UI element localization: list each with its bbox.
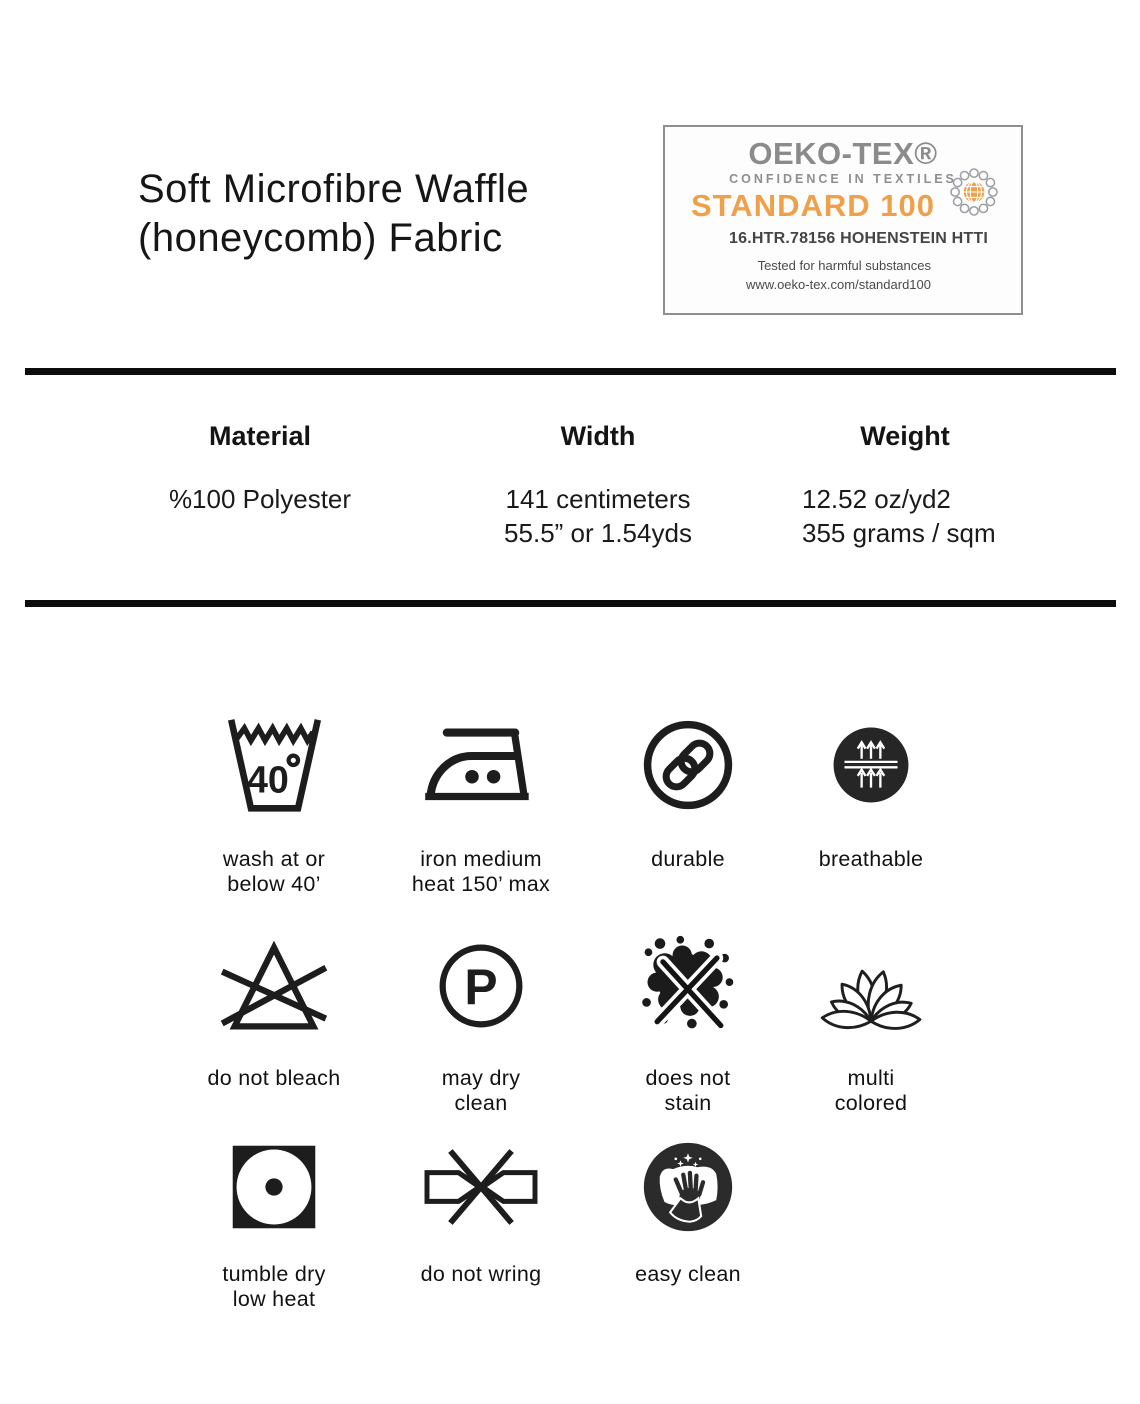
page-title	[138, 165, 698, 263]
chain-link-icon	[584, 705, 792, 825]
tumble-dry-dot-icon	[170, 1133, 378, 1241]
breathable-arrows-icon	[767, 705, 975, 825]
care-item-dry-clean	[377, 930, 585, 1116]
spec-value-weight: 12.52 oz/yd2 355 grams / sqm	[802, 484, 996, 548]
spec-value-width: 141 centimeters 55.5” or 1.54yds	[504, 484, 692, 548]
oeko-tex-standard-100: STANDARD 100	[691, 188, 935, 223]
care-label: do not bleach	[207, 1066, 341, 1090]
page-title-line1: Soft Microfibre Waffle	[138, 167, 530, 211]
care-label: may dry clean	[441, 1066, 521, 1115]
care-item-multi-colored	[767, 930, 975, 1116]
care-label: tumble dry low heat	[222, 1262, 326, 1311]
wash-tub-40-icon	[170, 705, 378, 825]
spec-header-weight: Weight	[860, 421, 950, 451]
care-item-do-not-bleach	[170, 930, 378, 1091]
care-item-iron	[377, 705, 585, 897]
care-label: wash at or below 40’	[222, 847, 326, 896]
spec-header-width: Width	[560, 421, 636, 451]
care-label: durable	[651, 847, 725, 871]
care-label: breathable	[818, 847, 924, 871]
oeko-globe-icon	[947, 165, 1001, 219]
care-label: iron medium heat 150’ max	[411, 847, 551, 896]
oeko-tex-certificate-label	[663, 125, 1023, 315]
care-item-do-not-wring	[377, 1133, 585, 1287]
lotus-icon	[767, 930, 975, 1042]
oeko-tex-brand: OEKO-TEX®	[748, 136, 938, 171]
spec-header-material: Material	[208, 421, 312, 451]
care-item-breathable	[767, 705, 975, 872]
oeko-certificate-number: 16.HTR.78156 HOHENSTEIN HTTI	[729, 230, 988, 247]
care-label: easy clean	[635, 1262, 741, 1286]
care-item-durable	[584, 705, 792, 872]
do-not-bleach-icon	[170, 930, 378, 1042]
stain-cross-icon	[584, 930, 792, 1042]
care-label: multi colored	[834, 1066, 908, 1115]
oeko-footer-text	[665, 256, 1021, 294]
spec-value-material: %100 Polyester	[168, 484, 352, 514]
care-item-wash	[170, 705, 378, 897]
easy-clean-hand-icon	[584, 1133, 792, 1241]
oeko-tested-line: Tested for harmful substances	[757, 258, 931, 273]
care-item-does-not-stain	[584, 930, 792, 1116]
page-title-line2: (honeycomb) Fabric	[138, 216, 503, 260]
svg-text:P: P	[464, 959, 498, 1016]
care-item-tumble-dry	[170, 1133, 378, 1312]
svg-text:40: 40	[246, 758, 289, 801]
iron-medium-icon	[377, 705, 585, 825]
care-label: does not stain	[645, 1066, 731, 1115]
oeko-tex-tagline: CONFIDENCE IN TEXTILES	[729, 172, 957, 186]
dry-clean-p-icon	[377, 930, 585, 1042]
oeko-url-line: www.oeko-tex.com/standard100	[746, 277, 931, 292]
divider-top	[25, 368, 1116, 375]
care-label: do not wring	[420, 1262, 542, 1286]
care-item-easy-clean	[584, 1133, 792, 1287]
do-not-wring-icon	[377, 1133, 585, 1241]
divider-bottom	[25, 600, 1116, 607]
